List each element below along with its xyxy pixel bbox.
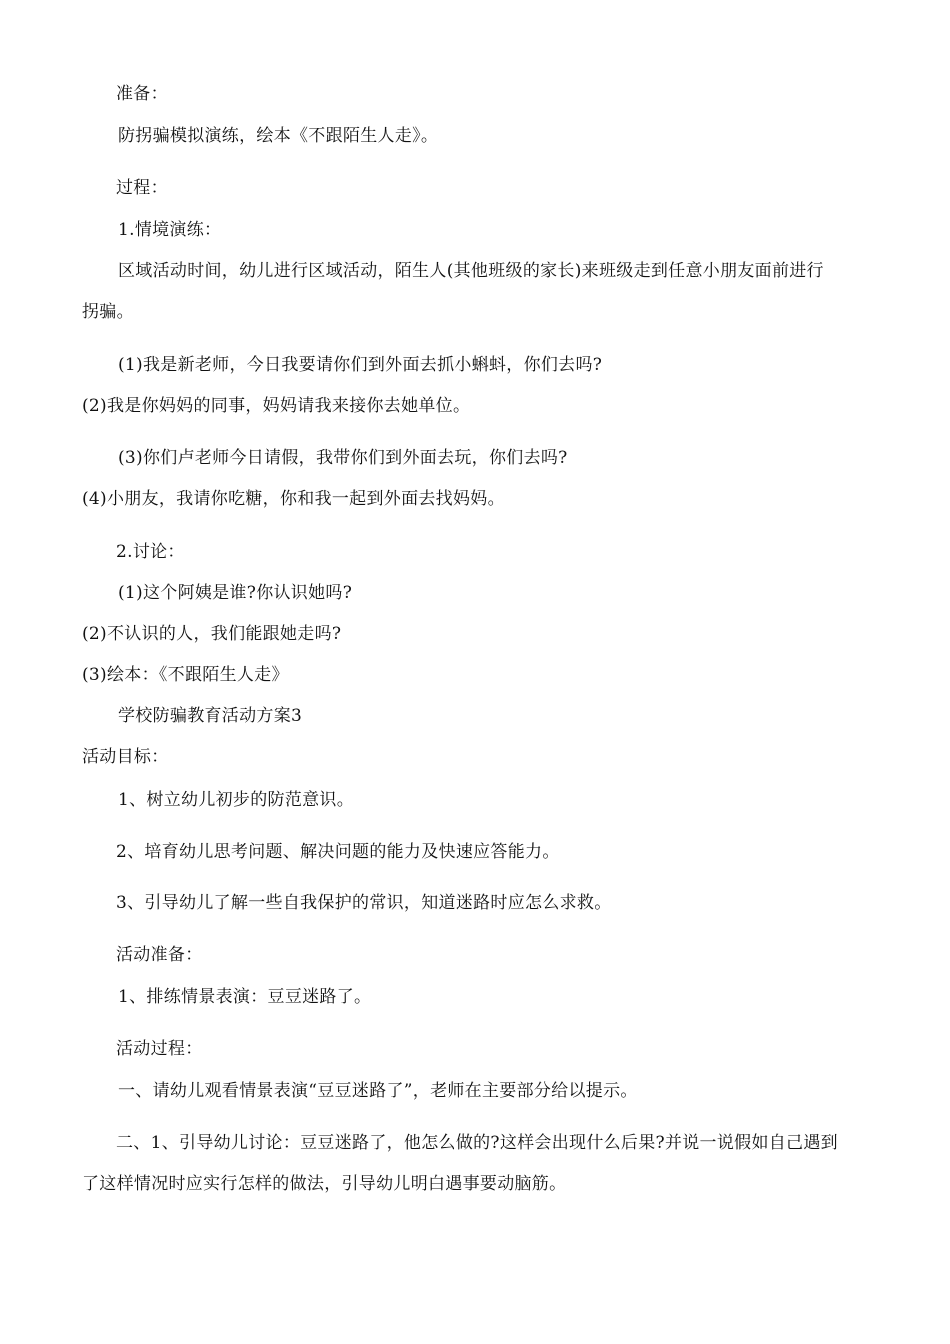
materials-heading: 活动准备： <box>116 945 203 965</box>
step1-desc-line1: 区域活动时间，幼儿进行区域活动，陌生人(其他班级的家长)来班级走到任意小朋友面前进行 <box>118 261 824 281</box>
scenario-2: (2)我是你妈妈的同事，妈妈请我来接你去她单位。 <box>82 396 471 416</box>
step2-heading: 2.讨论： <box>116 542 185 562</box>
discussion-2: (2)不认识的人，我们能跟她走吗? <box>82 624 342 644</box>
material-1: 1、排练情景表演：豆豆迷路了。 <box>118 987 372 1007</box>
prep-content: 防拐骗模拟演练，绘本《不跟陌生人走》。 <box>118 126 439 146</box>
discussion-3: (3)绘本：《不跟陌生人走》 <box>82 665 289 685</box>
section-title: 学校防骗教育活动方案3 <box>118 706 303 726</box>
goal-1: 1、树立幼儿初步的防范意识。 <box>118 790 355 810</box>
step1-desc-line2: 拐骗。 <box>82 302 134 322</box>
process-heading: 过程： <box>116 178 168 198</box>
goal-3: 3、引导幼儿了解一些自我保护的常识，知道迷路时应怎么求救。 <box>116 893 612 913</box>
activity-process-heading: 活动过程： <box>116 1039 203 1059</box>
prep-heading: 准备： <box>116 84 168 104</box>
process-step-2-line1: 二、1、引导幼儿讨论：豆豆迷路了，他怎么做的?这样会出现什么后果?并说一说假如自己遇到 <box>116 1133 838 1153</box>
step1-heading: 1.情境演练： <box>118 220 222 240</box>
scenario-4: (4)小朋友，我请你吃糖，你和我一起到外面去找妈妈。 <box>82 489 505 509</box>
process-step-1: 一、请幼儿观看情景表演“豆豆迷路了”，老师在主要部分给以提示。 <box>118 1081 638 1101</box>
process-step-2-line2: 了这样情况时应实行怎样的做法，引导幼儿明白遇事要动脑筋。 <box>82 1174 567 1194</box>
scenario-3: (3)你们卢老师今日请假，我带你们到外面去玩，你们去吗? <box>118 448 568 468</box>
goals-heading: 活动目标： <box>82 747 169 767</box>
goal-2: 2、培育幼儿思考问题、解决问题的能力及快速应答能力。 <box>116 842 560 862</box>
discussion-1: (1)这个阿姨是谁?你认识她吗? <box>118 583 353 603</box>
scenario-1: (1)我是新老师，今日我要请你们到外面去抓小蝌蚪，你们去吗? <box>118 355 603 375</box>
